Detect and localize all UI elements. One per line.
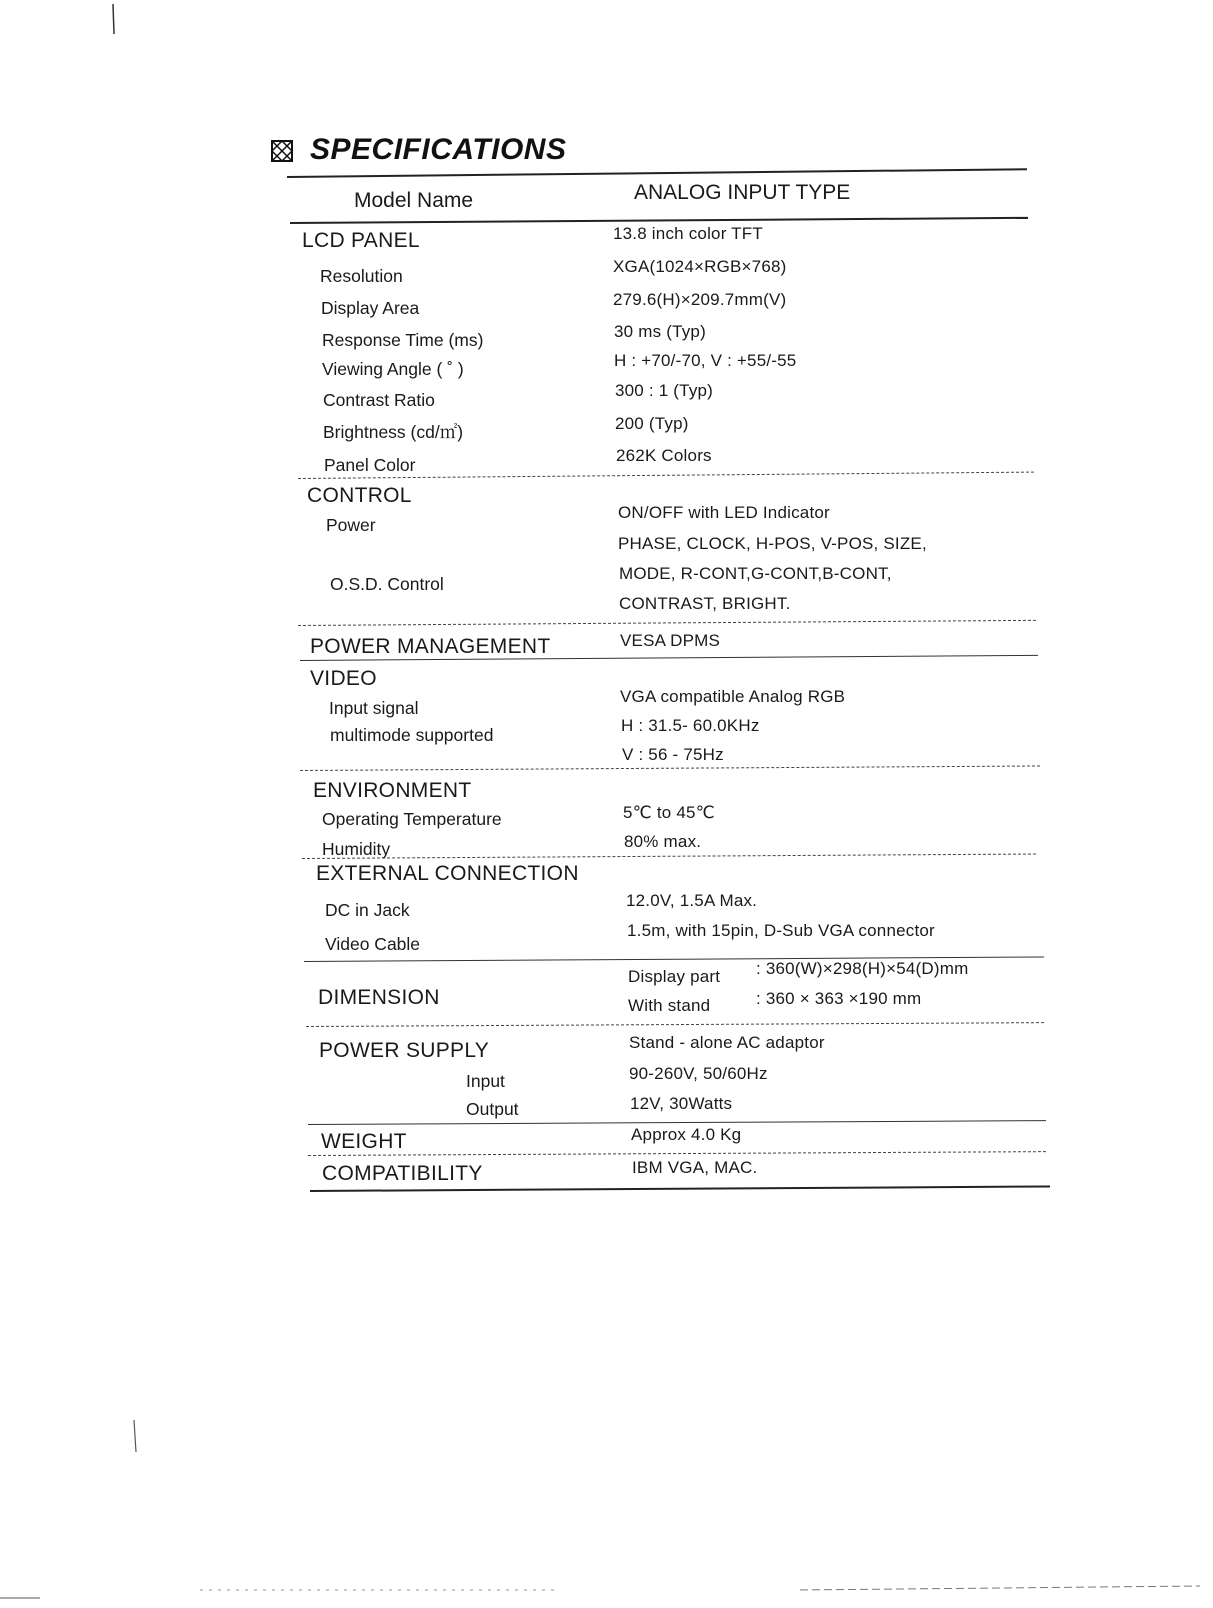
section-weight: WEIGHT bbox=[321, 1130, 407, 1153]
display-area-label: Display Area bbox=[321, 298, 420, 318]
operating-temperature-label: Operating Temperature bbox=[322, 809, 502, 829]
power-input-value: 90-260V, 50/60Hz bbox=[629, 1064, 768, 1083]
section-power-supply: POWER SUPPLY bbox=[319, 1039, 490, 1062]
response-time-value: 30 ms (Typ) bbox=[614, 322, 706, 341]
viewing-angle-value: H : +70/-70, V : +55/-55 bbox=[614, 351, 797, 370]
power-input-label: Input bbox=[466, 1071, 505, 1091]
brightness-value: 200 (Typ) bbox=[615, 414, 689, 433]
panel-color-label: Panel Color bbox=[324, 455, 416, 475]
input-signal-label: Input signal bbox=[329, 698, 419, 718]
header-analog-input-type: ANALOG INPUT TYPE bbox=[634, 181, 851, 204]
dimension-display-label: Display part bbox=[628, 967, 721, 986]
dimension-stand-value: : 360 × 363 ×190 mm bbox=[756, 989, 922, 1008]
brightness-label: Brightness (cd/㎡) bbox=[323, 422, 464, 442]
crosshatch-box-icon bbox=[270, 137, 296, 163]
power-output-label: Output bbox=[466, 1099, 519, 1119]
osd-control-label: O.S.D. Control bbox=[330, 574, 444, 594]
operating-temperature-value: 5℃ to 45℃ bbox=[623, 803, 715, 822]
dc-jack-label: DC in Jack bbox=[325, 900, 410, 920]
section-environment: ENVIRONMENT bbox=[313, 779, 472, 802]
section-lcd-panel: LCD PANEL bbox=[302, 229, 420, 252]
humidity-value: 80% max. bbox=[624, 832, 702, 851]
osd-line-2: MODE, R-CONT,G-CONT,B-CONT, bbox=[619, 564, 892, 583]
contrast-ratio-value: 300 : 1 (Typ) bbox=[615, 381, 714, 400]
osd-line-1: PHASE, CLOCK, H-POS, V-POS, SIZE, bbox=[618, 534, 927, 553]
multimode-h-value: H : 31.5- 60.0KHz bbox=[621, 716, 760, 735]
section-video: VIDEO bbox=[310, 667, 377, 690]
lcd-panel-value: 13.8 inch color TFT bbox=[613, 224, 763, 243]
power-management-value: VESA DPMS bbox=[620, 631, 721, 650]
response-time-label: Response Time (ms) bbox=[322, 330, 484, 350]
power-output-value: 12V, 30Watts bbox=[630, 1094, 733, 1113]
power-supply-value: Stand - alone AC adaptor bbox=[629, 1033, 825, 1052]
section-compatibility: COMPATIBILITY bbox=[322, 1162, 483, 1185]
power-label: Power bbox=[326, 515, 376, 535]
header-model-name: Model Name bbox=[354, 189, 474, 212]
panel-color-value: 262K Colors bbox=[616, 446, 712, 465]
multimode-label: multimode supported bbox=[330, 725, 494, 745]
section-control: CONTROL bbox=[307, 484, 412, 507]
section-external-connection: EXTERNAL CONNECTION bbox=[316, 862, 579, 885]
page-title: SPECIFICATIONS bbox=[310, 133, 567, 166]
osd-line-3: CONTRAST, BRIGHT. bbox=[619, 594, 791, 613]
video-cable-value: 1.5m, with 15pin, D-Sub VGA connector bbox=[627, 921, 935, 940]
multimode-v-value: V : 56 - 75Hz bbox=[622, 745, 724, 764]
viewing-angle-label: Viewing Angle ( ˚ ) bbox=[322, 359, 464, 379]
dc-jack-value: 12.0V, 1.5A Max. bbox=[626, 891, 758, 910]
title-block bbox=[270, 133, 566, 167]
compatibility-value: IBM VGA, MAC. bbox=[632, 1158, 758, 1177]
input-signal-value: VGA compatible Analog RGB bbox=[620, 687, 846, 706]
resolution-label: Resolution bbox=[320, 266, 403, 286]
video-cable-label: Video Cable bbox=[325, 934, 421, 954]
power-value: ON/OFF with LED Indicator bbox=[618, 503, 830, 522]
section-power-management: POWER MANAGEMENT bbox=[310, 635, 551, 658]
section-dimension: DIMENSION bbox=[318, 986, 440, 1009]
contrast-ratio-label: Contrast Ratio bbox=[323, 390, 435, 410]
resolution-value: XGA(1024×RGB×768) bbox=[613, 257, 787, 276]
display-area-value: 279.6(H)×209.7mm(V) bbox=[613, 290, 787, 309]
dimension-stand-label: With stand bbox=[628, 996, 711, 1015]
dimension-display-value: : 360(W)×298(H)×54(D)mm bbox=[756, 959, 969, 978]
weight-value: Approx 4.0 Kg bbox=[631, 1125, 742, 1144]
humidity-label: Humidity bbox=[322, 839, 391, 859]
